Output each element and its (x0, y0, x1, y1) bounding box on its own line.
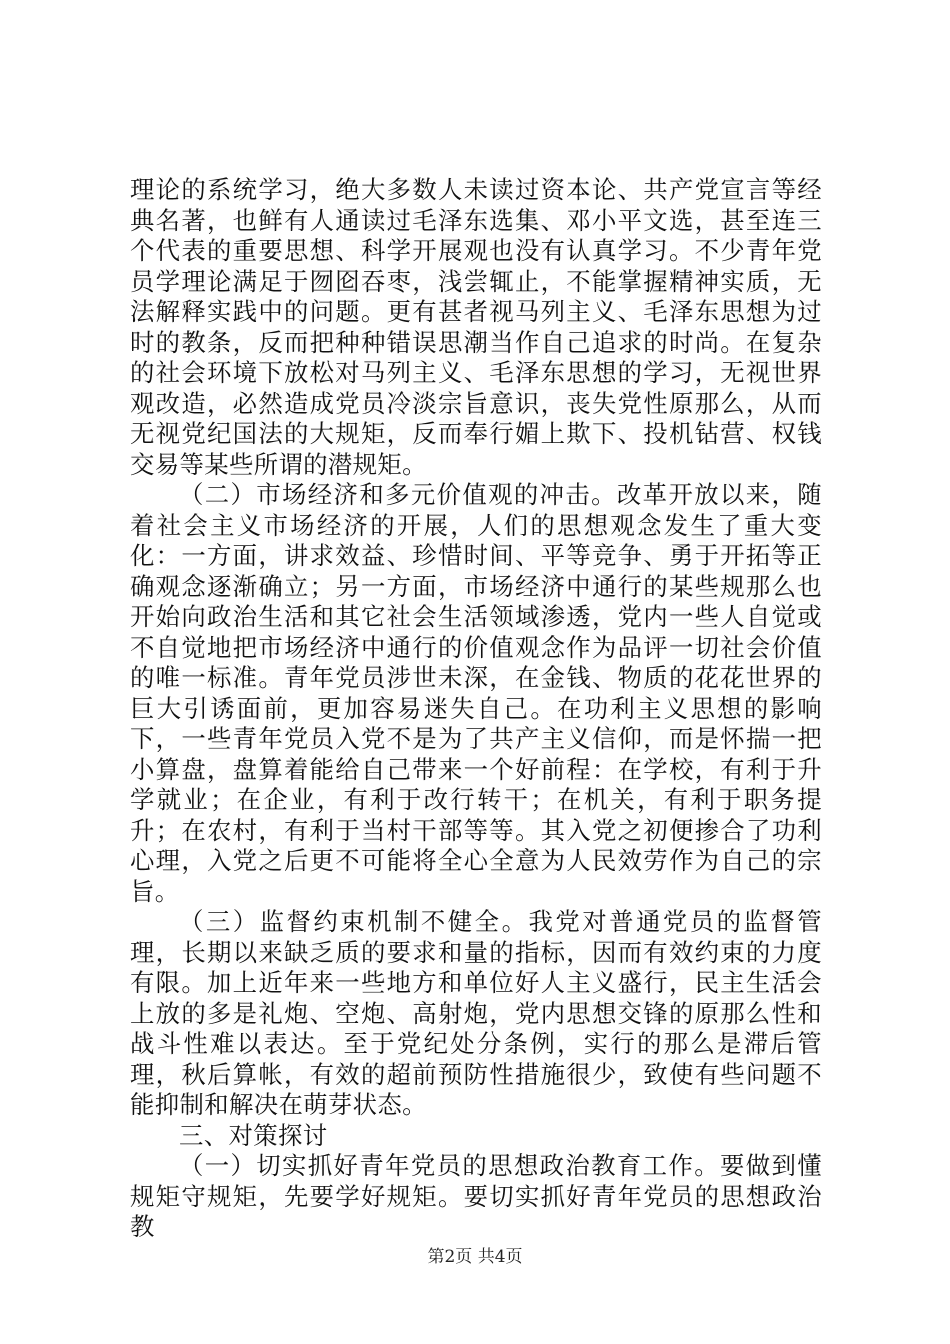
paragraph-education: （一）切实抓好青年党员的思想政治教育工作。要做到懂规矩守规矩，先要学好规矩。要切实抓好青年党员的思想政治教 (130, 1151, 822, 1241)
paragraph-continuation: 理论的系统学习，绝大多数人未读过资本论、共产党宣言等经典名著，也鲜有人通读过毛泽东选集、邓小平文选，甚至连三个代表的重要思想、科学开展观也没有认真学习。不少青年党员学理论满足于囫囵吞枣，浅尝辄止，不能掌握精神实质，无法解释实践中的问题。更有甚者视马列主义、毛泽东思想为过时的教条，反而把种种错误思潮当作自己追求的时尚。在复杂的社会环境下放松对马列主义、毛泽东思想的学习，无视世界观改造，必然造成党员冷淡宗旨意识，丧失党性原那么，从而无视党纪国法的大规矩，反而奉行媚上欺下、投机钻营、权钱交易等某些所谓的潜规矩。 (130, 175, 822, 479)
paragraph-supervision: （三）监督约束机制不健全。我党对普通党员的监督管理，长期以来缺乏质的要求和量的指标，因而有效约束的力度有限。加上近年来一些地方和单位好人主义盛行，民主生活会上放的多是礼炮、空炮、高射炮，党内思想交锋的原那么性和战斗性难以表达。至于党纪处分条例，实行的那么是滞后管理，秋后算帐，有效的超前预防性措施很少，致使有些问题不能抑制和解决在萌芽状态。 (130, 907, 822, 1119)
document-body (130, 175, 822, 1243)
paragraph-market-economy: （二）市场经济和多元价值观的冲击。改革开放以来，随着社会主义市场经济的开展，人们的思想观念发生了重大变化：一方面，讲求效益、珍惜时间、平等竞争、勇于开拓等正确观念逐渐确立；另一方面，市场经济中通行的某些规那么也开始向政治生活和其它社会生活领域渗透，党内一些人自觉或不自觉地把市场经济中通行的价值观念作为品评一切社会价值的唯一标准。青年党员涉世未深，在金钱、物质的花花世界的巨大引诱面前，更加容易迷失自己。在功利主义思想的影响下，一些青年党员入党不是为了共产主义信仰，而是怀揣一把小算盘，盘算着能给自己带来一个好前程：在学校，有利于升学就业；在企业，有利于改行转干；在机关，有利于职务提升；在农村，有利于当村干部等等。其入党之初便掺合了功利心理，入党之后更不可能将全心全意为人民效劳作为自己的宗旨。 (130, 480, 822, 906)
page-footer: 第2页 共4页 (427, 1247, 523, 1267)
section-heading-countermeasures: 三、对策探讨 (179, 1120, 328, 1150)
